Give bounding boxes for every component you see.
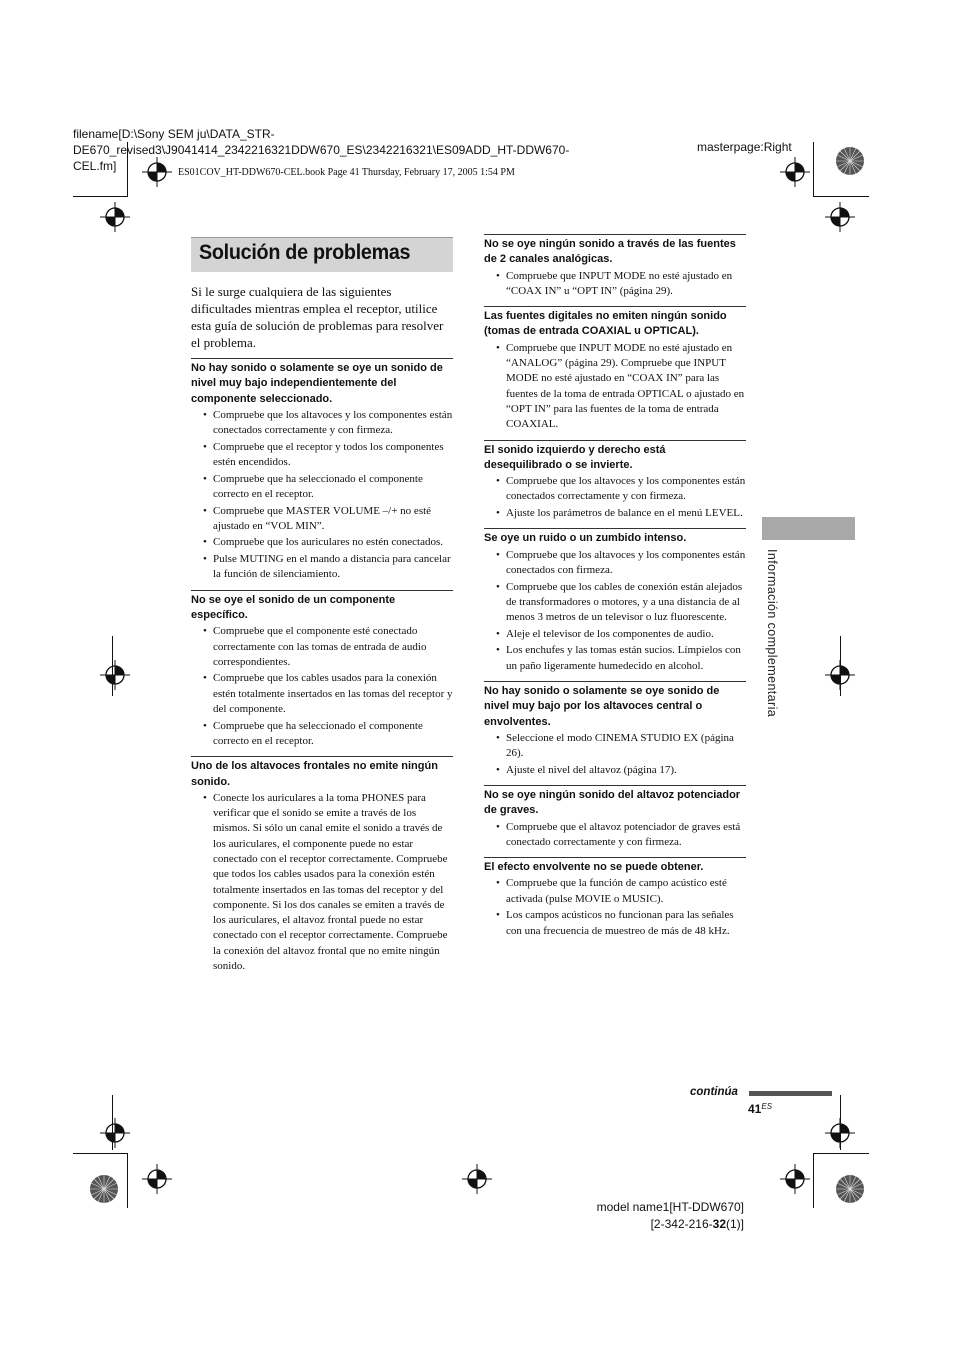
left-column — [191, 283, 453, 976]
crop-mark — [814, 196, 869, 197]
side-tab — [762, 517, 855, 540]
section-heading: No hay sonido o solamente se oye un sonido de nivel muy bajo independientemente del componente seleccionado. — [191, 358, 453, 407]
bullet-item: • Compruebe que ha seleccionado el componente correcto en el receptor. — [191, 719, 453, 750]
bullet-item: • Compruebe que el componente esté conectado correctamente con las tomas de entrada de audio correspondientes. — [191, 624, 453, 670]
crop-mark — [813, 1153, 814, 1208]
registration-mark-icon — [100, 1118, 130, 1148]
crop-mark — [814, 1153, 869, 1154]
left-sections — [191, 358, 453, 974]
masterpage-label: masterpage:Right — [697, 140, 792, 154]
bullet-item: • Los enchufes y las tomas están sucios. Límpielos con un paño ligeramente humedecido en alcohol. — [484, 643, 746, 674]
color-bar-mark-icon — [89, 1174, 119, 1204]
bullet-list — [191, 408, 453, 583]
section-heading: El efecto envolvente no se puede obtener. — [484, 857, 746, 875]
bullet-list — [484, 269, 746, 300]
filename-header: filename[D:\Sony SEM ju\DATA_STR- DE670_revised3\J9041414_2342216321DDW670_ES\2342216321\ES09ADD_HT-DDW670- CEL.fm] — [73, 127, 570, 173]
section-heading: Las fuentes digitales no emiten ningún sonido (tomas de entrada COAXIAL u OPTICAL). — [484, 306, 746, 340]
crop-mark — [840, 1095, 841, 1150]
bullet-item: • Pulse MUTING en el mando a distancia para cancelar la función de silenciamiento. — [191, 552, 453, 583]
crop-mark — [127, 1153, 128, 1208]
continues-bar — [749, 1091, 832, 1096]
right-column — [484, 227, 746, 940]
bullet-item: • Compruebe que los auriculares no estén conectados. — [191, 535, 453, 550]
bullet-item: • Aleje el televisor de los componentes de audio. — [484, 627, 746, 642]
registration-mark-icon — [825, 202, 855, 232]
registration-mark-icon — [142, 1164, 172, 1194]
bullet-list — [484, 474, 746, 521]
continues-label: continúa — [690, 1086, 738, 1098]
bullet-list — [191, 624, 453, 749]
intro-paragraph: Si le surge cualquiera de las siguientes dificultades mientras emplea el receptor, utilice esta guía de solución de problemas para resolver el problema. — [191, 284, 444, 350]
bullet-item: • Compruebe que los altavoces y los componentes están conectados con firmeza. — [484, 548, 746, 579]
right-sections — [484, 234, 746, 939]
bullet-item: • Seleccione el modo CINEMA STUDIO EX (página 26). — [484, 731, 746, 762]
bullet-item: • Compruebe que los altavoces y los componentes están conectados correctamente y con firmeza. — [191, 408, 453, 439]
registration-mark-icon — [462, 1164, 492, 1194]
registration-mark-icon — [100, 202, 130, 232]
crop-mark — [73, 196, 128, 197]
section-heading: No hay sonido o solamente se oye sonido de nivel muy bajo por los altavoces central o envolventes. — [484, 681, 746, 730]
color-bar-mark-icon — [835, 146, 865, 176]
bullet-list — [484, 876, 746, 938]
bullet-list — [484, 731, 746, 778]
section-heading: Se oye un ruido o un zumbido intenso. — [484, 528, 746, 546]
bullet-item: • Compruebe que los altavoces y los componentes están conectados correctamente y con firmeza. — [484, 474, 746, 505]
registration-mark-icon — [100, 660, 130, 690]
page-title: Solución de problemas — [199, 241, 411, 264]
model-info — [597, 1199, 744, 1233]
bullet-list — [484, 820, 746, 851]
book-info-line: ES01COV_HT-DDW670-CEL.book Page 41 Thursday, February 17, 2005 1:54 PM — [178, 167, 515, 178]
bullet-item: • Compruebe que el receptor y todos los componentes estén encendidos. — [191, 440, 453, 471]
bullet-item: • Compruebe que los cables de conexión están alejados de transformadores o motores, y a una distancia de al menos 3 metros de un televisor o luz fluorescente. — [484, 580, 746, 626]
bullet-item: • Compruebe que INPUT MODE no esté ajustado en “COAX IN” u “OPT IN” (página 29). — [484, 269, 746, 300]
model-name: model name1[HT-DDW670] — [596, 1200, 744, 1214]
bullet-item: • Ajuste el nivel del altavoz (página 17). — [484, 763, 746, 778]
bullet-item: • Compruebe que INPUT MODE no esté ajustado en “ANALOG” (página 29). Compruebe que INPUT MODE no esté ajustado en “COAX IN” para las fuentes de la toma de entrada OPTICAL o ajustado en “OPT IN” para las fuentes de la toma de entrada COAXIAL. — [484, 341, 746, 433]
crop-mark — [73, 1153, 128, 1154]
part-code: [2-342-216-32(1)] — [650, 1217, 744, 1231]
bullet-list — [484, 341, 746, 433]
bullet-item: • Compruebe que MASTER VOLUME –/+ no esté ajustado en “VOL MIN”. — [191, 504, 453, 535]
bullet-item: • Compruebe que los cables usados para la conexión estén totalmente insertados en las tomas del receptor y del componente. — [191, 671, 453, 717]
bullet-list — [191, 791, 453, 975]
bullet-item: • Conecte los auriculares a la toma PHONES para verificar que el sonido se emite a través de los mismos. Si sólo un canal emite el sonido a través de los auriculares, el componente puede no estar conectado con el receptor correctamente. Compruebe que todos los cables usados para la conexión estén totalmente insertados en las tomas del receptor y del componente. Si los dos canales se emiten a través de los auriculares, el altavoz frontal puede no estar conectado con el receptor correctamente. Compruebe la conexión del altavoz frontal que no emite ningún sonido. — [191, 791, 453, 975]
bullet-item: • Ajuste los parámetros de balance en el menú LEVEL. — [484, 506, 746, 521]
section-heading: Uno de los altavoces frontales no emite ningún sonido. — [191, 756, 453, 790]
side-tab-label: Información complementaria — [765, 549, 779, 718]
crop-mark — [112, 636, 113, 696]
section-heading: El sonido izquierdo y derecho está desequilibrado o se invierte. — [484, 440, 746, 474]
page-number: $41^{ES}$ — [748, 1102, 773, 1116]
page-number-suffix: ES — [761, 1102, 773, 1111]
bullet-item: • Los campos acústicos no funcionan para las señales con una frecuencia de muestreo de más de 48 kHz. — [484, 908, 746, 939]
bullet-item: • Compruebe que el altavoz potenciador de graves está conectado correctamente y con firmeza. — [484, 820, 746, 851]
bullet-item: • Compruebe que la función de campo acústico esté activada (pulse MOVIE o MUSIC). — [484, 876, 746, 907]
registration-mark-icon — [780, 1164, 810, 1194]
registration-mark-icon — [780, 157, 810, 187]
bullet-list — [484, 548, 746, 674]
crop-mark — [840, 636, 841, 696]
bullet-item: • Compruebe que ha seleccionado el componente correcto en el receptor. — [191, 472, 453, 503]
section-heading: No se oye ningún sonido a través de las fuentes de 2 canales analógicas. — [484, 234, 746, 268]
section-heading: No se oye el sonido de un componente específico. — [191, 590, 453, 624]
crop-mark — [112, 1095, 113, 1150]
section-heading: No se oye ningún sonido del altavoz potenciador de graves. — [484, 785, 746, 819]
crop-mark — [813, 142, 814, 197]
color-bar-mark-icon — [835, 1174, 865, 1204]
page-title-box — [191, 237, 453, 272]
